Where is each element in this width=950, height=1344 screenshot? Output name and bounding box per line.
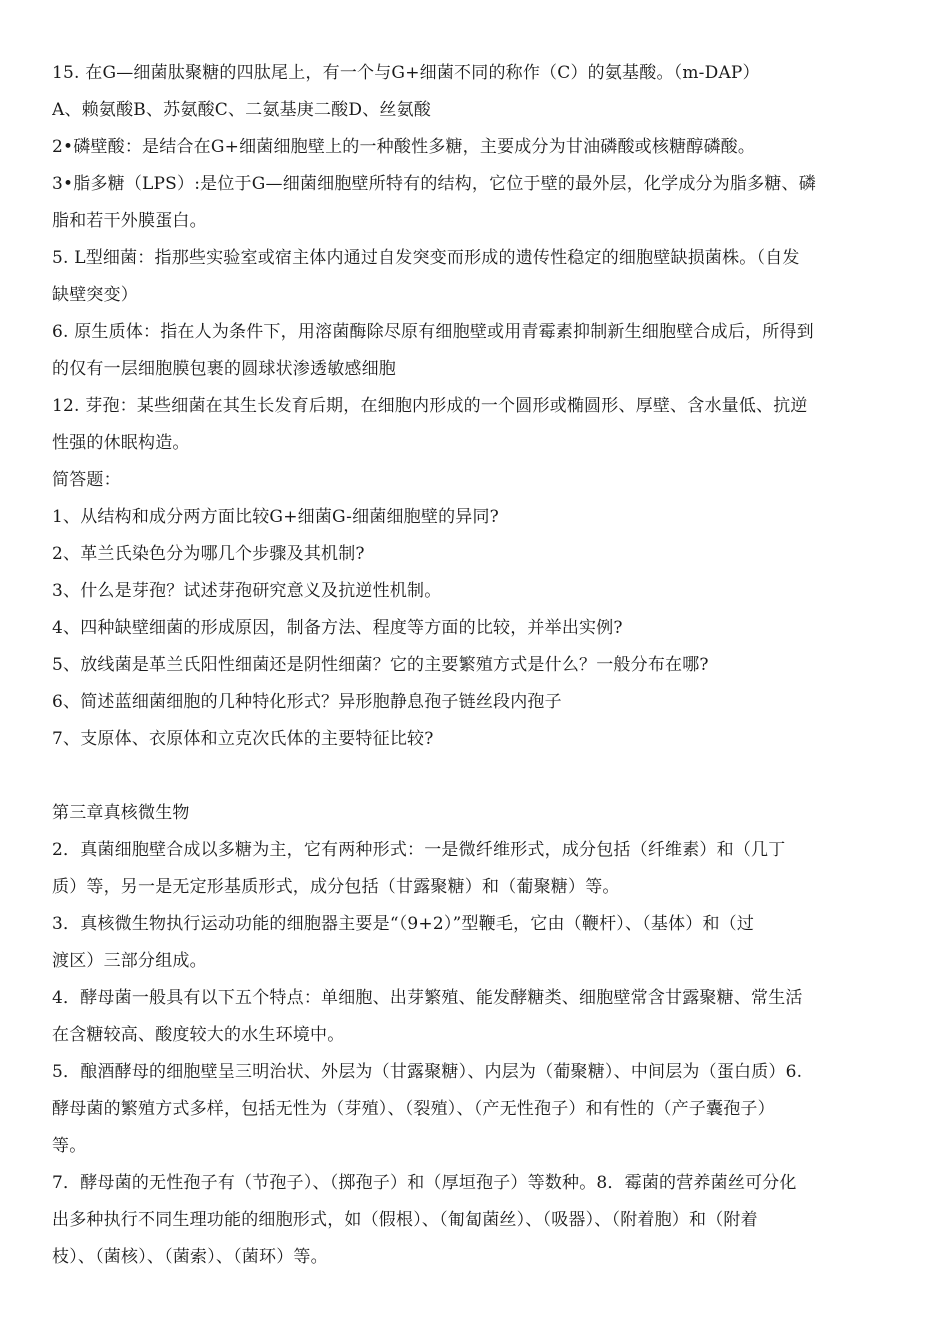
text-line: 3．真核微生物执行运动功能的细胞器主要是“（9+2）”型鞭毛，它由（鞭杆）、（基体）和（过 <box>52 914 755 934</box>
text-line: 4．酵母菌一般具有以下五个特点：单细胞、出芽繁殖、能发酵糖类、细胞壁常含甘露聚糖、常生活 <box>52 988 803 1008</box>
text-line: 5. L型细菌：指那些实验室或宿主体内通过自发突变而形成的遗传性稳定的细胞壁缺损菌株。（自发 <box>52 248 800 268</box>
text-line: 出多种执行不同生理功能的细胞形式，如（假根）、（匍匐菌丝）、（吸器）、（附着胞）和（附着 <box>52 1210 758 1230</box>
text-line: 5．酿酒酵母的细胞壁呈三明治状、外层为（甘露聚糖）、内层为（葡聚糖）、中间层为（蛋白质）6. <box>52 1062 803 1082</box>
text-line: A、赖氨酸B、苏氨酸C、二氨基庚二酸D、丝氨酸 <box>52 100 432 120</box>
question-item: 3、什么是芽孢？试述芽孢研究意义及抗逆性机制。 <box>52 581 442 601</box>
chapter-heading: 第三章真核微生物 <box>52 803 190 823</box>
blank-line <box>52 758 902 795</box>
text-line: 7．酵母菌的无性孢子有（节孢子）、（掷孢子）和（厚垣孢子）等数种。8．霉菌的营养菌丝可分化 <box>52 1173 797 1193</box>
text-line: 缺壁突变） <box>52 285 138 305</box>
document-page <box>52 55 902 1276</box>
text-line: 的仅有一层细胞膜包裹的圆球状渗透敏感细胞 <box>52 359 396 379</box>
question-item: 2、革兰氏染色分为哪几个步骤及其机制? <box>52 544 365 564</box>
text-line: 酵母菌的繁殖方式多样，包括无性为（芽殖）、（裂殖）、（产无性孢子）和有性的（产子囊孢子） <box>52 1099 775 1119</box>
section-heading: 简答题： <box>52 470 121 490</box>
text-line: 渡区）三部分组成。 <box>52 951 207 971</box>
text-line: 枝）、（菌核）、（菌索）、（菌环）等。 <box>52 1247 328 1267</box>
text-line: 2．真菌细胞壁合成以多糖为主，它有两种形式：一是微纤维形式，成分包括（纤维素）和（几丁 <box>52 840 786 860</box>
question-item: 6、简述蓝细菌细胞的几种特化形式？异形胞静息孢子链丝段内孢子 <box>52 692 562 712</box>
text-line: 质）等，另一是无定形基质形式，成分包括（甘露聚糖）和（葡聚糖）等。 <box>52 877 620 897</box>
text-line: 等。 <box>52 1136 87 1156</box>
question-item: 4、四种缺壁细菌的形成原因，制备方法、程度等方面的比较，并举出实例? <box>52 618 623 638</box>
question-item: 5、放线菌是革兰氏阳性细菌还是阴性细菌？它的主要繁殖方式是什么？一般分布在哪? <box>52 655 709 675</box>
text-line: 2•磷壁酸：是结合在G+细菌细胞壁上的一种酸性多糖，主要成分为甘油磷酸或核糖醇磷酸。 <box>52 137 756 157</box>
text-line: 性强的休眠构造。 <box>52 433 190 453</box>
question-item: 1、从结构和成分两方面比较G+细菌G-细菌细胞壁的异同? <box>52 507 499 527</box>
text-line: 3•脂多糖（LPS）:是位于G—细菌细胞壁所特有的结构，它位于壁的最外层，化学成分为脂多糖、磷 <box>52 174 816 194</box>
question-item: 7、支原体、衣原体和立克次氏体的主要特征比较? <box>52 729 434 749</box>
text-line: 12. 芽孢：某些细菌在其生长发育后期，在细胞内形成的一个圆形或椭圆形、厚壁、含水量低、抗逆 <box>52 396 808 416</box>
text-line: 6. 原生质体：指在人为条件下，用溶菌酶除尽原有细胞壁或用青霉素抑制新生细胞壁合成后，所得到 <box>52 322 814 342</box>
text-line: 脂和若干外膜蛋白。 <box>52 211 207 231</box>
text-line: 在含糖较高、酸度较大的水生环境中。 <box>52 1025 345 1045</box>
text-line: 15. 在G—细菌肽聚糖的四肽尾上，有一个与G+细菌不同的称作（C）的氨基酸。（m-DAP） <box>52 63 760 83</box>
